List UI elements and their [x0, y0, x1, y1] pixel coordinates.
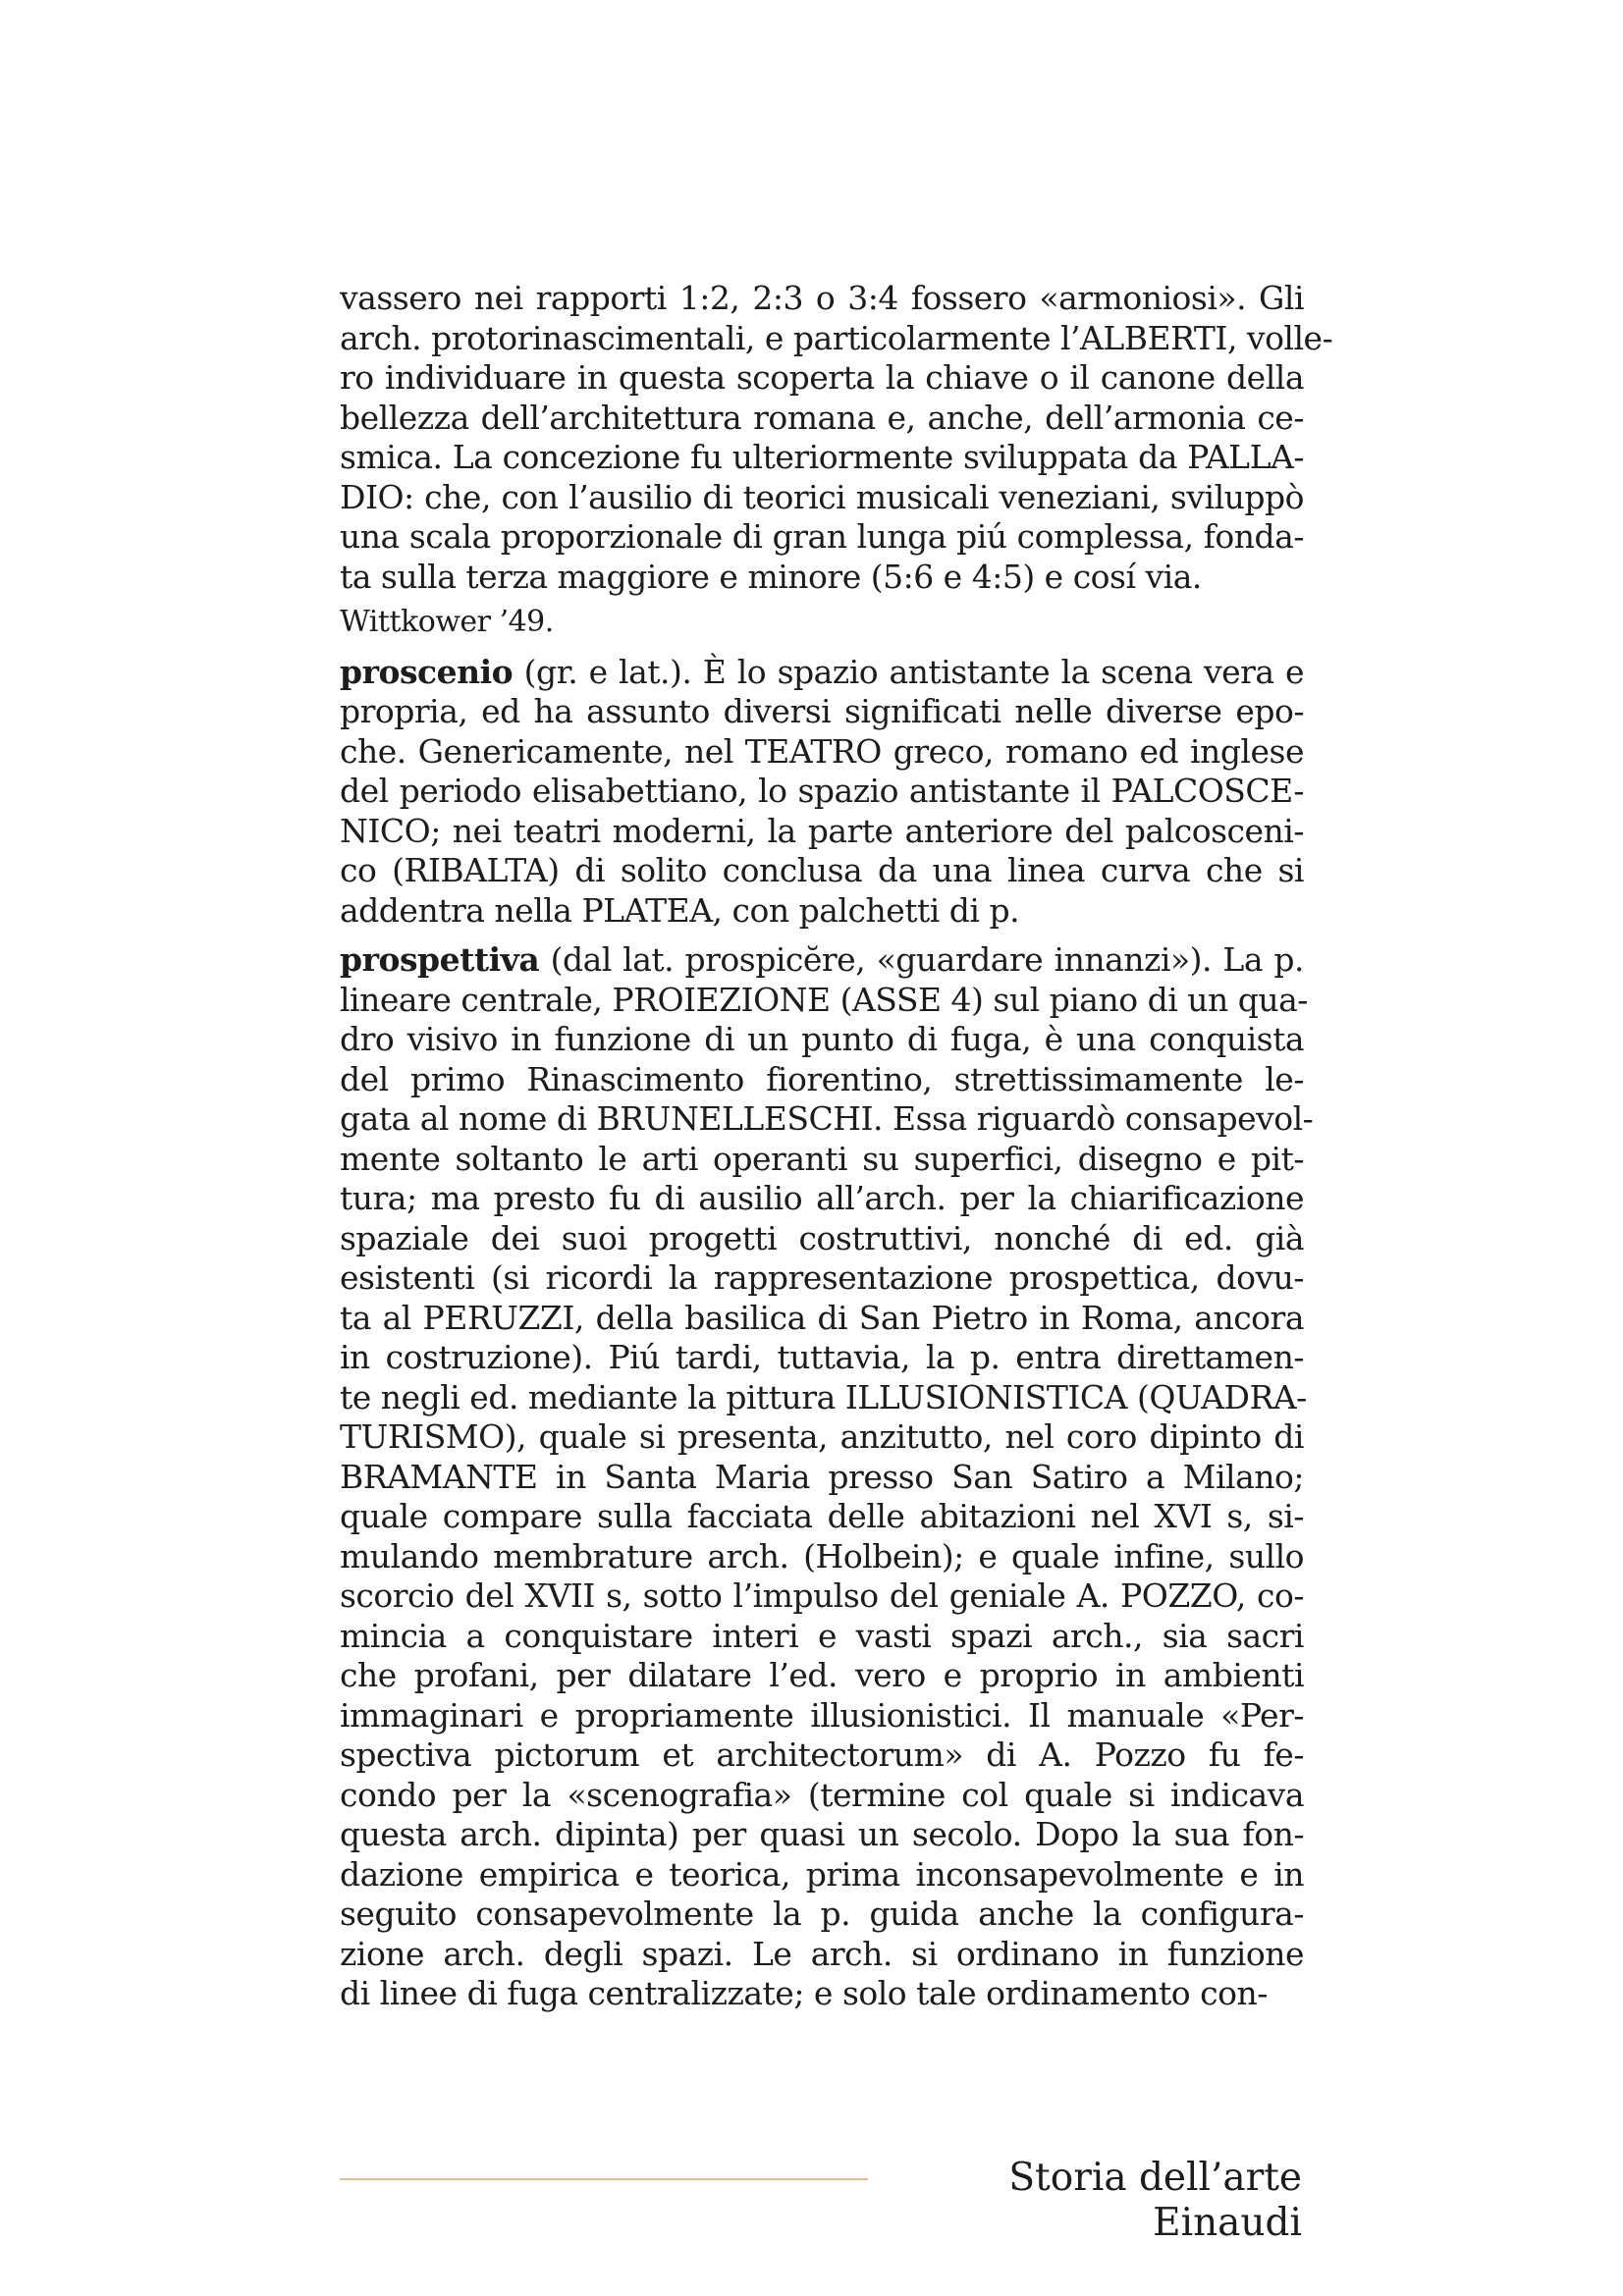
text-line: (dal lat. prospicĕre, «guardare innanzi»). La p. [539, 940, 1304, 979]
continuation-paragraph [340, 279, 1333, 643]
bibliographic-reference: Wittkower ’49. [340, 605, 554, 639]
text-line: dazione empirica e teorica, prima inconsapevolmente e in [340, 1854, 1304, 1894]
text-line: esistenti (si ricordi la rappresentazione prospettica, dovu- [340, 1258, 1304, 1297]
dictionary-text [340, 279, 1333, 2014]
text-line: TURISMO), quale si presenta, anzitutto, nel coro dipinto di [340, 1417, 1304, 1456]
text-line: immaginari e propriamente illusionistici. Il manuale «Per- [340, 1695, 1304, 1735]
text-line: arch. protorinascimentali, e particolarmente l’ALBERTI, volle- [340, 318, 1333, 357]
entry-headword: proscenio [340, 652, 514, 691]
text-line: del periodo elisabettiano, lo spazio antistante il PALCOSCE- [340, 772, 1304, 810]
text-line: (gr. e lat.). È lo spazio antistante la scena vera e [513, 652, 1304, 691]
text-line: quale compare sulla facciata delle abitazioni nel XVI s, si- [340, 1497, 1304, 1535]
text-line: seguito consapevolmente la p. guida anche la configura- [340, 1895, 1304, 1933]
text-line: DIO: che, con l’ausilio di teorici musicali veneziani, sviluppò [340, 477, 1304, 516]
text-line: questa arch. dipinta) per quasi un secolo. Dopo la sua fon- [340, 1815, 1304, 1853]
text-line: co (RIBALTA) di solito conclusa da una linea curva che si [340, 851, 1304, 889]
text-line: NICO; nei teatri moderni, la parte anteriore del palcosceni- [340, 811, 1304, 850]
text-line: mente soltanto le arti operanti su superfici, disegno e pit- [340, 1139, 1304, 1178]
text-line: BRAMANTE in Santa Maria presso San Satiro a Milano; [340, 1457, 1304, 1496]
text-line: mincia a conquistare interi e vasti spazi arch., sia sacri [340, 1616, 1304, 1655]
text-line: mulando membrature arch. (Holbein); e quale infine, sullo [340, 1536, 1304, 1575]
text-line: di linee di fuga centralizzate; e solo tale ordinamento con- [340, 1974, 1268, 2012]
entry-proscenio [340, 653, 1304, 932]
text-line: una scala proporzionale di gran lunga piú complessa, fonda- [340, 517, 1304, 556]
text-line: ta sulla terza maggiore e minore (5:6 e 4:5) e cosí via. [340, 557, 1202, 596]
text-line: spectiva pictorum et architectorum» di A. Pozzo fu fe- [340, 1735, 1304, 1774]
text-line: ta al PERUZZI, della basilica di San Pietro in Roma, ancora [340, 1298, 1304, 1337]
entry-prospettiva [340, 940, 1314, 2014]
text-line: ro individuare in questa scoperta la chiave o il canone della [340, 358, 1304, 397]
text-line: gata al nome di BRUNELLESCHI. Essa riguardò consapevol- [340, 1099, 1314, 1138]
footer-series-title: Storia dell’arte Einaudi [1008, 2156, 1302, 2245]
text-line: smica. La concezione fu ulteriormente sviluppata da PALLA- [340, 438, 1304, 476]
text-line: bellezza dell’architettura romana e, anche, dell’armonia ce- [340, 398, 1304, 437]
text-line: che. Genericamente, nel TEATRO greco, romano ed inglese [340, 731, 1304, 771]
text-line: addentra nella PLATEA, con palchetti di p. [340, 890, 1020, 930]
entry-headword: prospettiva [340, 940, 540, 979]
text-line: in costruzione). Piú tardi, tuttavia, la p. entra direttamen- [340, 1338, 1304, 1376]
text-line: tura; ma presto fu di ausilio all’arch. per la chiarificazione [340, 1179, 1304, 1217]
text-line: dro visivo in funzione di un punto di fuga, è una conquista [340, 1020, 1304, 1058]
text-line: del primo Rinascimento fiorentino, strettissimamente le- [340, 1059, 1304, 1098]
footer-divider [340, 2178, 868, 2180]
text-line: zione arch. degli spazi. Le arch. si ordinano in funzione [340, 1934, 1304, 1973]
text-line: lineare centrale, PROIEZIONE (ASSE 4) sul piano di un qua- [340, 980, 1308, 1019]
text-line: propria, ed ha assunto diversi significati nelle diverse epo- [340, 692, 1304, 730]
text-line: che profani, per dilatare l’ed. vero e proprio in ambienti [340, 1656, 1304, 1694]
text-line: te negli ed. mediante la pittura ILLUSIONISTICA (QUADRA- [340, 1377, 1307, 1416]
text-line: scorcio del XVII s, sotto l’impulso del geniale A. POZZO, co- [340, 1576, 1304, 1615]
text-line: vassero nei rapporti 1:2, 2:3 o 3:4 fossero «armoniosi». Gli [340, 279, 1304, 317]
text-line: condo per la «scenografia» (termine col quale si indicava [340, 1775, 1304, 1814]
text-line: spaziale dei suoi progetti costruttivi, nonché di ed. già [340, 1218, 1304, 1257]
